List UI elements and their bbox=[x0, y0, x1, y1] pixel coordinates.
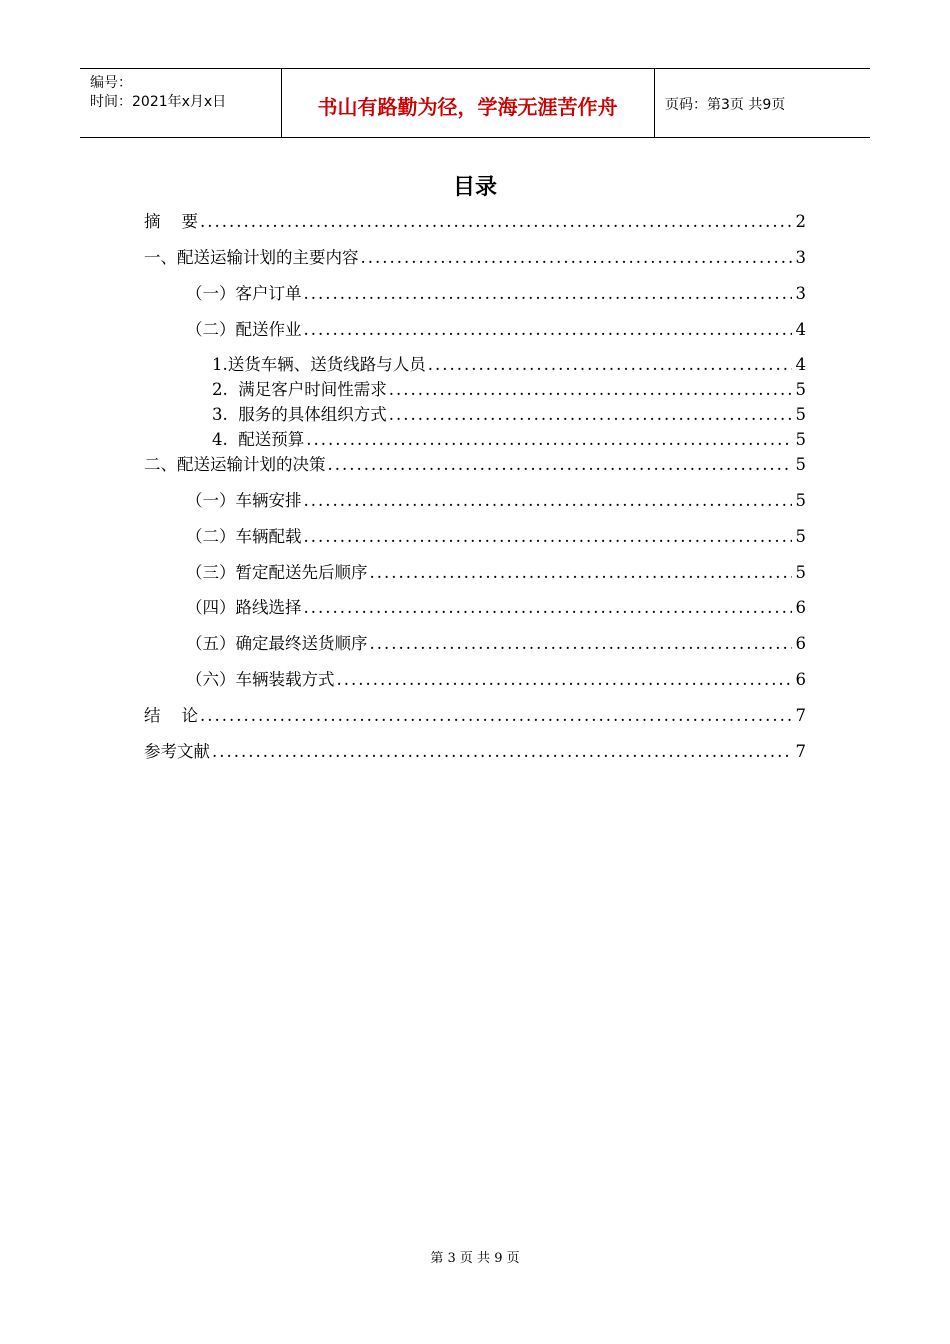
toc-entry-page: 5 bbox=[795, 527, 806, 546]
toc-leader-dots bbox=[200, 706, 792, 726]
toc-leader-dots bbox=[304, 284, 793, 304]
toc-entry-label: （一）客户订单 bbox=[186, 284, 302, 303]
toc-entry[interactable] bbox=[144, 212, 806, 232]
toc-entry[interactable] bbox=[144, 455, 806, 475]
toc-entry-page: 5 bbox=[795, 430, 806, 449]
toc-entry-label: （五）确定最终送货顺序 bbox=[186, 634, 368, 653]
toc-leader-dots bbox=[337, 670, 793, 690]
toc-entry[interactable] bbox=[186, 320, 806, 340]
toc-entry-page: 5 bbox=[795, 455, 806, 474]
toc-leader-dots bbox=[212, 742, 792, 762]
toc-entry[interactable] bbox=[212, 355, 806, 375]
document-number-label: 编号： bbox=[90, 75, 132, 91]
toc-entry-label: 2. 满足客户时间性需求 bbox=[212, 380, 387, 399]
toc-leader-dots bbox=[370, 563, 793, 583]
toc-entry-page: 5 bbox=[795, 405, 806, 424]
toc-leader-dots bbox=[428, 355, 792, 375]
toc-leader-dots bbox=[200, 212, 792, 232]
toc-entry-label: 结 论 bbox=[144, 706, 198, 725]
toc-entry-page: 4 bbox=[795, 320, 806, 339]
toc-entry[interactable] bbox=[212, 405, 806, 425]
toc-entry[interactable] bbox=[186, 563, 806, 583]
header-page-info: 页码：第3页 共9页 bbox=[665, 97, 786, 113]
toc-entry[interactable] bbox=[186, 670, 806, 690]
toc-entry-page: 6 bbox=[795, 670, 806, 689]
toc-entry-label: （四）路线选择 bbox=[186, 598, 302, 617]
toc-entry-label: （二）车辆配载 bbox=[186, 527, 302, 546]
toc-entry-page: 2 bbox=[795, 212, 806, 231]
toc-title: 目录 bbox=[452, 175, 497, 200]
toc-entry-page: 5 bbox=[795, 563, 806, 582]
header-motto: 书山有路勤为径，学海无涯苦作舟 bbox=[317, 95, 618, 119]
toc-entry[interactable] bbox=[186, 284, 806, 304]
toc-entry[interactable] bbox=[186, 527, 806, 547]
toc-leader-dots bbox=[361, 248, 793, 268]
header-right-cell bbox=[655, 69, 870, 137]
toc-leader-dots bbox=[304, 320, 793, 340]
toc-entry-label: （一）车辆安排 bbox=[186, 491, 302, 510]
toc-entry[interactable] bbox=[186, 491, 806, 511]
toc-entry-page: 3 bbox=[795, 248, 806, 267]
toc-entry-label: 参考文献 bbox=[144, 742, 210, 761]
toc-entry-label: （二）配送作业 bbox=[186, 320, 302, 339]
toc-entry-page: 6 bbox=[795, 634, 806, 653]
toc-entry-page: 6 bbox=[795, 598, 806, 617]
header-middle-cell bbox=[281, 69, 655, 137]
toc-entry-label: 一、配送运输计划的主要内容 bbox=[144, 248, 359, 267]
toc-entry[interactable] bbox=[186, 598, 806, 618]
toc-entry-label: （三）暂定配送先后顺序 bbox=[186, 563, 368, 582]
toc-entry[interactable] bbox=[212, 430, 806, 450]
toc-entry-page: 4 bbox=[795, 355, 806, 374]
toc-leader-dots bbox=[370, 634, 793, 654]
toc-entry-page: 3 bbox=[795, 284, 806, 303]
toc-entry[interactable] bbox=[212, 380, 806, 400]
toc-entry-label: 4. 配送预算 bbox=[212, 430, 305, 449]
toc-entry[interactable] bbox=[186, 634, 806, 654]
page-header bbox=[80, 68, 870, 138]
toc-leader-dots bbox=[304, 527, 793, 547]
toc-entry-label: 二、配送运输计划的决策 bbox=[144, 455, 326, 474]
toc-leader-dots bbox=[306, 430, 792, 450]
toc-leader-dots bbox=[389, 405, 792, 425]
toc-entry-label: 1.送货车辆、送货线路与人员 bbox=[212, 355, 426, 374]
toc-entry-page: 7 bbox=[795, 742, 806, 761]
toc-leader-dots bbox=[304, 598, 793, 618]
toc-leader-dots bbox=[389, 380, 792, 400]
toc-entry-page: 7 bbox=[795, 706, 806, 725]
document-date-label: 时间：2021年x月x日 bbox=[90, 94, 227, 110]
toc-entry-label: （六）车辆装载方式 bbox=[186, 670, 335, 689]
toc-entry-page: 5 bbox=[795, 380, 806, 399]
header-left-cell bbox=[80, 69, 282, 137]
toc-entry-label: 3. 服务的具体组织方式 bbox=[212, 405, 387, 424]
toc-entry-page: 5 bbox=[795, 491, 806, 510]
page-footer: 第 3 页 共 9 页 bbox=[430, 1251, 520, 1266]
toc-leader-dots bbox=[304, 491, 793, 511]
toc-entry[interactable] bbox=[144, 706, 806, 726]
toc-entry[interactable] bbox=[144, 742, 806, 762]
toc-entry[interactable] bbox=[144, 248, 806, 268]
toc-entry-label: 摘 要 bbox=[144, 212, 198, 231]
toc-leader-dots bbox=[328, 455, 793, 475]
